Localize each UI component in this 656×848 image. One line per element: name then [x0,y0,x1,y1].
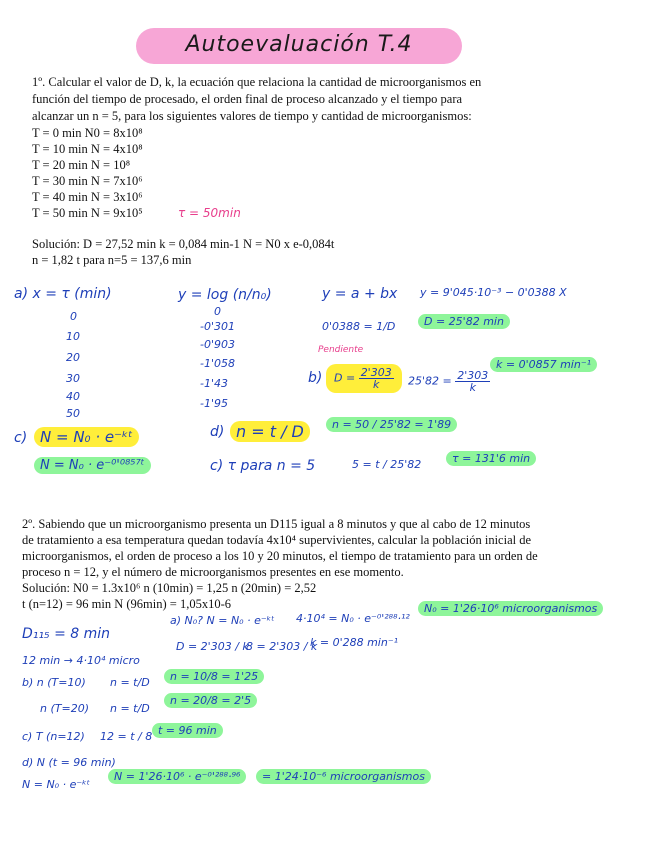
p2-d-equation: N = N₀ · e⁻ᵏᵗ [22,778,91,791]
slope-label: Pendiente [318,345,364,355]
p1-statement-line-3: alcanzar un n = 5, para los siguientes valores de tiempo y cantidad de microorganismos: [32,109,472,123]
x-value: 20 [66,351,80,364]
p2-c-label: c) T (n=12) [22,730,85,743]
p1-data-line: T = 0 min N0 = 8x10⁸ [32,126,143,140]
c2-result: τ = 131'6 min [446,452,536,465]
p2-a-question: a) N₀? N = N₀ · e⁻ᵏᵗ [170,614,275,627]
p1-data-line: T = 50 min N = 9x10⁵ [32,206,143,220]
y-value: -0'301 [200,320,235,333]
p2-b1-label: b) n (T=10) [22,676,86,689]
p2-statement-line-2: de tratamiento a esa temperatura quedan todavía 4x10⁴ supervivientes, calcular la población inicial de [22,533,532,547]
p2-d-calc: N = 1'26·10⁶ · e⁻⁰'²⁸⁸·⁹⁶ [108,770,246,783]
y-value: -1'43 [200,377,228,390]
b-label: b) [308,370,323,386]
d-formula-highlight: D = $\frac{2'303}{k}$ [326,364,402,393]
p2-d-equation: D = 2'303 / k [176,640,249,653]
p2-a-equation: 4·10⁴ = N₀ · e⁻⁰'²⁸⁸·¹² [296,612,410,625]
y-value: -1'058 [200,357,235,370]
slope-equation: 0'0388 = 1/D [322,320,396,333]
y-value: -0'903 [200,338,235,351]
page-title: Autoevaluación T.4 [185,32,413,57]
y-value: 0 [214,305,221,318]
p2-b1-result: n = 10/8 = 1'25 [164,670,264,683]
p1-data-line: T = 30 min N = 7x10⁶ [32,174,143,188]
p2-statement-line-1: 2º. Sabiendo que un microorganismo presenta un D115 igual a 8 minutos y que al cabo de 12 minutos [22,517,531,531]
p2-a-result: N₀ = 1'26·10⁶ microorganismos [418,602,603,615]
x-value: 40 [66,390,80,403]
p1-data-line: T = 40 min N = 3x10⁶ [32,190,143,204]
k-equation: 25'82 = $\frac{2'303}{k}$ [408,369,489,394]
c2-label: c) τ para n = 5 [210,458,316,474]
linear-model: y = a + bx [322,286,398,302]
c-label: c) [14,430,28,446]
p2-c-eq: 12 = t / 8 [100,730,153,743]
p1-y-header: y = log (n/n₀) [178,287,272,303]
p1-solution-line-2: n = 1,82 t para n=5 = 137,6 min [32,253,192,267]
x-value: 50 [66,407,80,420]
p2-k-result: k = 0'288 min⁻¹ [310,636,399,649]
x-value: 0 [70,310,77,323]
x-value: 30 [66,372,80,385]
p1-data-line: T = 20 min N = 10⁸ [32,158,131,172]
p2-d-label: d) N (t = 96 min) [22,756,116,769]
d-result: D = 25'82 min [418,315,510,328]
y-value: -1'95 [200,397,228,410]
p2-c-result: t = 96 min [152,724,223,737]
p2-solution-line-2: t (n=12) = 96 min N (96min) = 1,05x10-6 [22,597,231,611]
p2-statement-line-3: microorganismos, el orden de proceso a los 10 y 20 minutos, el tiempo de tratamiento para un orden de [22,549,538,563]
d-label: d) [210,424,225,440]
survivors-given: 12 min → 4·10⁴ micro [22,654,140,667]
c-equation: N = N₀ · e⁻ᵏᵗ [34,428,139,446]
p1-statement-line-2: función del tiempo de procesado, el orden final de proceso alcanzado y el tiempo para [32,92,463,106]
x-value: 10 [66,330,80,343]
p2-k-calc: 8 = 2'303 / k [246,640,318,653]
d115-given: D₁₁₅ = 8 min [22,626,111,642]
p2-b2-result: n = 20/8 = 2'5 [164,694,257,707]
p2-b1-eq: n = t/D [110,676,150,689]
title-highlight [136,28,462,64]
p2-d-result: = 1'24·10⁻⁶ microorganismos [256,770,431,783]
p2-b2-label: n (T=20) [40,702,89,715]
p1-a-header: a) x = τ (min) [14,286,112,302]
p2-statement-line-4: proceso n = 12, y el número de microorganismos presentes en ese momento. [22,565,404,579]
p2-solution-line-1: Solución: N0 = 1.3x10⁶ n (10min) = 1,25 n (20min) = 2,52 [22,581,317,595]
k-result: k = 0'0857 min⁻¹ [490,358,597,371]
p2-b2-eq: n = t/D [110,702,150,715]
p1-statement-line-1: 1º. Calcular el valor de D, k, la ecuación que relaciona la cantidad de microorganismos en [32,75,482,89]
regression-equation: y = 9'045·10⁻³ − 0'0388 X [420,286,567,299]
p1-solution-line-1: Solución: D = 27,52 min k = 0,084 min-1 N = N0 x e-0,084t [32,237,335,251]
tau-note: τ = 50min [178,206,241,220]
d-calc: n = 50 / 25'82 = 1'89 [326,418,457,431]
p1-data-line: T = 10 min N = 4x10⁸ [32,142,143,156]
d-equation: n = t / D [230,422,310,441]
c2-calc: 5 = t / 25'82 [352,458,422,471]
c-equation-2: N = N₀ · e⁻⁰'⁰⁸⁵⁷ᵗ [34,458,151,473]
